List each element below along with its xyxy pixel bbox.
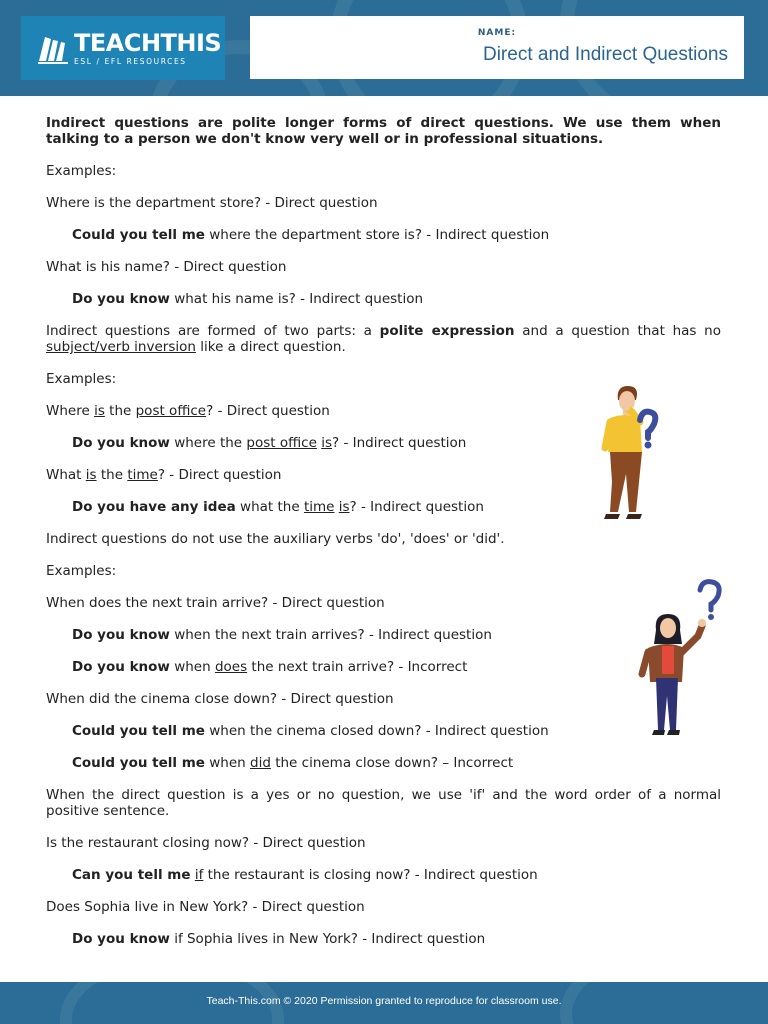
text: when (169, 659, 215, 675)
examples-label: Examples: (46, 563, 117, 579)
text: ? - Direct question (206, 403, 330, 419)
example-direct: When does the next train arrive? - Direct question (46, 595, 385, 611)
worksheet-title: Direct and Indirect Questions (482, 44, 728, 65)
header-banner (0, 0, 768, 96)
text: like a direct question. (195, 339, 346, 355)
underlined-word: is (94, 403, 105, 419)
thinking-man-illustration (596, 382, 664, 522)
polite-expression: Do you know (72, 291, 170, 307)
text: Indirect questions are formed of two parts: a (46, 323, 380, 339)
text: when (204, 755, 251, 771)
polite-expression: Can you tell me (72, 867, 191, 883)
text: when the cinema closed down? - Indirect question (204, 723, 549, 739)
bold-term: polite expression (379, 323, 515, 339)
text: if Sophia lives in New York? - Indirect question (169, 931, 486, 947)
example-indirect (46, 723, 721, 739)
underlined-word: post office (135, 403, 207, 419)
example-indirect (46, 627, 721, 643)
intro-paragraph: Indirect questions are polite longer forms of direct questions. We use them when talking to a person we don't know very well or in professional situations. (46, 115, 721, 147)
example-incorrect (46, 659, 721, 675)
rule-paragraph: Indirect questions do not use the auxiliary verbs 'do', 'does' or 'did'. (46, 531, 505, 547)
polite-expression: Do you know (72, 931, 170, 947)
example-indirect (46, 227, 721, 243)
text: ? - Indirect question (332, 435, 467, 451)
footer-banner (0, 982, 768, 1024)
underlined-word: is (321, 435, 332, 451)
underlined-term: subject/verb inversion (46, 339, 196, 355)
text: What (46, 467, 86, 483)
example-text: where the department store is? - Indirect question (204, 227, 550, 243)
text: ? - Indirect question (349, 499, 484, 515)
logo-subtitle: ESL / EFL RESOURCES (74, 57, 187, 66)
book-logo-icon (36, 31, 70, 65)
text: the (104, 403, 136, 419)
example-indirect (46, 867, 721, 883)
underlined-word: if (194, 867, 204, 883)
polite-expression: Do you know (72, 627, 170, 643)
logo-title: TEACHTHIS (74, 29, 222, 57)
example-direct: When did the cinema close down? - Direct question (46, 691, 394, 707)
example-direct: Does Sophia live in New York? - Direct question (46, 899, 365, 915)
text: Where (46, 403, 95, 419)
text: when the next train arrives? - Indirect question (169, 627, 492, 643)
teachthis-logo[interactable] (21, 16, 225, 80)
polite-expression: Could you tell me (72, 755, 205, 771)
polite-expression: Could you tell me (72, 227, 205, 243)
polite-expression: Do you know (72, 435, 170, 451)
underlined-word: is (338, 499, 350, 515)
text: and a question that has no (514, 323, 721, 339)
name-label: NAME: (477, 28, 517, 38)
text: the restaurant is closing now? - Indirect question (203, 867, 538, 883)
text: where the (169, 435, 247, 451)
thinking-woman-illustration (638, 578, 724, 738)
text: the (96, 467, 128, 483)
title-box (250, 16, 744, 79)
polite-expression: Do you have any idea (72, 499, 236, 515)
example-indirect (46, 291, 721, 307)
copyright-text: Teach-This.com © 2020 Permission granted to reproduce for classroom use. (206, 995, 562, 1007)
underlined-word: post office (246, 435, 317, 451)
polite-expression: Could you tell me (72, 723, 205, 739)
underlined-word: time (303, 499, 335, 515)
rule-paragraph (46, 323, 721, 355)
underlined-word: does (214, 659, 248, 675)
rule-paragraph: When the direct question is a yes or no question, we use 'if' and the word order of a normal positive sentence. (46, 787, 721, 819)
worksheet-content (46, 115, 721, 963)
text: the next train arrive? - Incorrect (247, 659, 468, 675)
underlined-word: did (250, 755, 271, 771)
underlined-word: is (85, 467, 97, 483)
examples-label: Examples: (46, 371, 117, 387)
polite-expression: Do you know (72, 659, 170, 675)
example-direct: What is his name? - Direct question (46, 259, 287, 275)
examples-label: Examples: (46, 163, 117, 179)
example-direct: Is the restaurant closing now? - Direct question (46, 835, 366, 851)
example-indirect (46, 931, 721, 947)
example-incorrect (46, 755, 721, 771)
text: ? - Direct question (157, 467, 282, 483)
example-text: what his name is? - Indirect question (169, 291, 424, 307)
text: what the (235, 499, 304, 515)
underlined-word: time (127, 467, 158, 483)
text: the cinema close down? – Incorrect (270, 755, 514, 771)
example-direct: Where is the department store? - Direct question (46, 195, 378, 211)
